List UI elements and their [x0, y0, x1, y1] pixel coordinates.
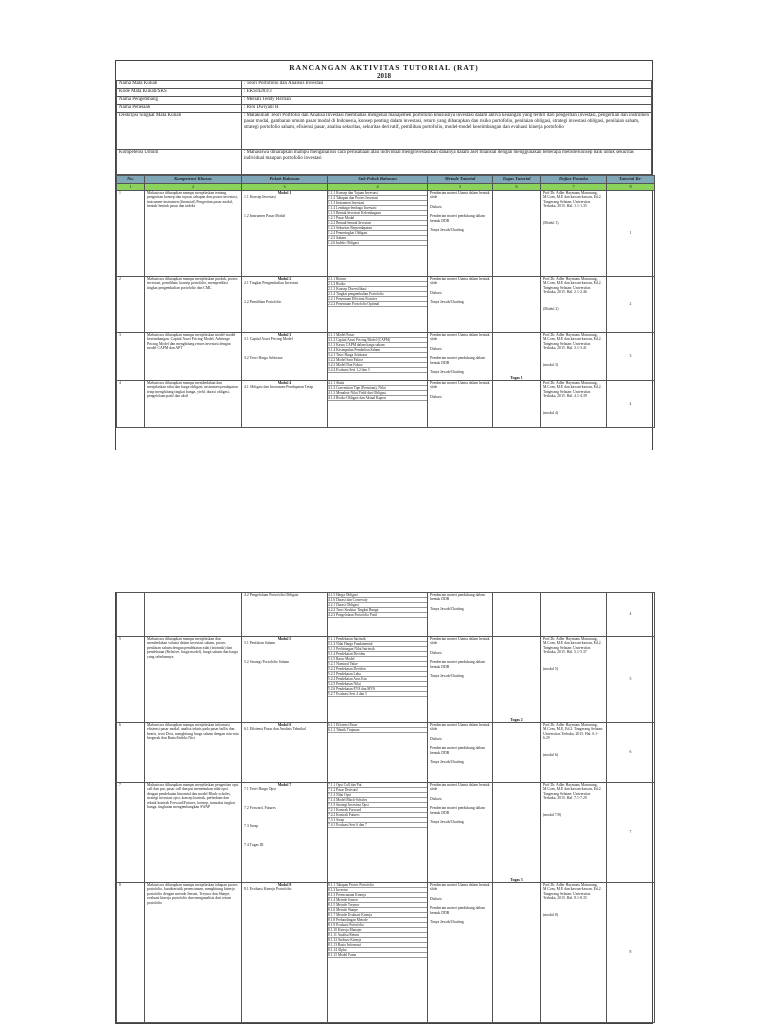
sub-pokok-item: 7.1.2 Pasar Derivatif — [328, 788, 427, 793]
metode-item: Diskusi — [430, 346, 442, 351]
info-value: : Meliati Teddy Herlian — [242, 97, 652, 105]
sub-pokok-item: 8.1.5 Metode Treynor — [328, 903, 427, 908]
sub-pokok-item: 4.2.2 Teori Struktur Tingkat Bunga — [328, 608, 427, 613]
modul-label: Modul 6 — [277, 723, 292, 727]
pustaka-item: Prof.Dr. Adler Haymans Manurung, M.Com, M.E dan kawan-kawan, Ed.2. Tangerang Selatan: Universitas Terbuka, 2015. Hal. 5.1-5.37 — [543, 637, 602, 655]
cell-tutorial-ke: 5 — [607, 637, 655, 723]
cell-sub-pokok-bahasan — [328, 783, 428, 883]
pustaka-item: (modul 4) — [543, 410, 559, 415]
sub-pokok-item: 5.2.1 Nominal Value — [328, 662, 427, 667]
cell-no: 7 — [117, 783, 145, 883]
cell-tutorial-ke: 4 — [607, 593, 655, 637]
info-row — [117, 89, 652, 97]
column-header: Sub Pokok Bahasan — [328, 176, 428, 184]
sub-pokok-item: 2.1.1 Return — [328, 277, 427, 282]
column-header: Pokok Bahasan — [242, 176, 328, 184]
pokok-bahasan-item: 1.1 Konsep Investasi — [244, 195, 276, 200]
pokok-bahasan-item: 5.2 Strategi Portofolio Saham — [244, 659, 290, 664]
metode-item: Pemberian materi Utama dalam bentuk slide — [430, 381, 490, 390]
cell-kompetensi-khusus: Mahasiswa diharapkan mampu menjelaskan dan membedakan valuasi dalam investasi saham, proses penilaian saham dengan pendekatan nilai (intrinsik) dan pendekatan (Relative, harga model), harga saham dan harga yang sebelumnya — [145, 637, 242, 723]
metode-item: Pemberian materi pendukung dalam bentuk DDR — [430, 660, 485, 669]
metode-item: Diskusi — [430, 736, 442, 741]
sub-pokok-item: 6.1.1 Efisiensi Pasar — [328, 723, 427, 728]
cell-no — [117, 593, 145, 637]
pokok-bahasan-item: 3.2 Teori Harga Arbitrase — [244, 355, 283, 360]
pokok-bahasan-item: 2.1 Tingkat Pengembalian Investasi — [244, 281, 299, 286]
info-value: : EKSI4203/3 — [242, 89, 652, 97]
metode-item: Pemberian materi Utama dalam bentuk slide — [430, 883, 490, 892]
cell-daftar-pustaka — [541, 593, 607, 637]
sub-pokok-item: 7.1.3 Nilai Opsi — [328, 793, 427, 798]
cell-daftar-pustaka — [541, 723, 607, 783]
cell-no: 3 — [117, 333, 145, 381]
pokok-bahasan-item: 5.1 Penilaian Saham — [244, 641, 276, 646]
sub-pokok-item: 1.2.1 Pasar Modal — [328, 216, 427, 221]
pokok-bahasan-item: 2.2 Pemilihan Portofolio — [244, 299, 282, 304]
column-number: 7 — [541, 184, 607, 191]
info-table — [116, 80, 652, 175]
cell-no: 5 — [117, 637, 145, 723]
sub-pokok-item: 8.1.6 Metode Sharpe — [328, 908, 427, 913]
cell-tugas-tutorial — [493, 277, 541, 333]
cell-metode-tutorial — [428, 333, 493, 381]
sub-pokok-item: 7.3.1 Swap — [328, 818, 427, 823]
cell-kompetensi-khusus: Mahasiswa diharapkan mampu membedakan dan menjelaskan nilai dan harga obligasi, instrumen pendapatan tetap menghitung tingkat bunga, yield, durasi obligasi, pengelolaan pasif dan aktif — [145, 381, 242, 428]
cell-kompetensi-khusus: Mahasiswa diharapkan mampu menjelaskan tahapan proses portofolio, karakteristik perencanaan, menghitung kinerja portofolio dengan metode Jensen, Treynor dan Sharpe, evaluasi kinerja portofolio dan menganalisis dari return portofolio — [145, 883, 242, 1023]
description-value: : Matakuliah Teori Portfolio dan Analisa Investasi membahas mengenai manajemen portofolio khususnya investasi dalam aktiva keuangan yang terdiri dari pengertian investasi, pengertian dan instrumen pasar modal, gambaran umum pasar modal di Indonesia, konsep penting dalam investasi, return yang diharapkan dan risiko portofolio, penilaian obligasi, strategi investasi obligasi, penilaian saham, strategi portofolio saham, efisiensi pasar, analisa sekuritas, sekuritas derivatif, pemilihan portofolio, model-model keseimbangan dan evaluasi kinerja portofolio — [242, 113, 652, 150]
document-page-1 — [115, 60, 653, 450]
sub-pokok-item: 1.1.1 Konsep dan Tujuan Investasi — [328, 191, 427, 196]
pustaka-item: (modul 8) — [543, 912, 559, 917]
competence-label: Kompetensi Umum — [117, 150, 242, 175]
sub-pokok-item: 8.1.3 Perencanaan Kinerja — [328, 893, 427, 898]
metode-item: Tanya Jawab/Chatting — [430, 820, 464, 825]
sub-pokok-item: 5.1.3 Perhitungan Nilai Intrinsik — [328, 647, 427, 652]
metode-item: Tanya Jawab/Chatting — [430, 920, 464, 925]
sub-pokok-item: 2.2.1 Penentuan Efficient Frontier — [328, 297, 427, 302]
column-header: Metode Tutorial — [428, 176, 493, 184]
cell-tugas-tutorial: Tugas 3 — [493, 783, 541, 883]
rat-table-page-1 — [116, 175, 655, 428]
modul-label: Modul 2 — [277, 277, 292, 281]
cell-tutorial-ke: 1 — [607, 191, 655, 277]
pokok-bahasan-item: 4.1 Obligasi dan Instrumen Pendapatan Tetap — [244, 385, 314, 390]
metode-item: Tanya Jawab/Chatting — [430, 228, 464, 233]
column-number: 4 — [328, 184, 428, 191]
sub-pokok-item: 5.2.2 Pendekatan Deviden — [328, 667, 427, 672]
sub-pokok-item: 7.2.1 Kontrak Forward — [328, 808, 427, 813]
pustaka-item: Prof.Dr. Adler Haymans Manurung, M.Com, M.E dan kawan-kawan, Ed.2. Tangerang Selatan: Universitas Terbuka, 2015. Hal. 1.1-1.35 — [543, 191, 602, 209]
cell-pokok-bahasan — [242, 783, 328, 883]
sub-pokok-item: 4.1.4 Risiko Obligasi dan Aktual Kupon — [328, 396, 427, 401]
cell-tugas-tutorial: Tugas 2 — [493, 637, 541, 723]
cell-tutorial-ke: 4 — [607, 381, 655, 428]
cell-metode-tutorial — [428, 883, 493, 1023]
table-row — [117, 381, 655, 428]
column-header: Kompetensi Khusus — [145, 176, 242, 184]
pokok-bahasan-item: 7.1 Teori Harga Opsi — [244, 787, 276, 792]
cell-sub-pokok-bahasan — [328, 723, 428, 783]
pustaka-item: (Modul 2) — [543, 306, 559, 311]
pustaka-item: (modul 7/8) — [543, 812, 562, 817]
cell-pokok-bahasan — [242, 277, 328, 333]
sub-pokok-item: 1.2.4 Pemeringkat Obligasi — [328, 231, 427, 236]
cell-daftar-pustaka — [541, 277, 607, 333]
sub-pokok-item: 1.2.2 Bentuk-bentuk Investasi — [328, 221, 427, 226]
sub-pokok-item: 1.1.5 Bentuk Investasi Kelembagaan — [328, 211, 427, 216]
column-header: Tugas Tutorial — [493, 176, 541, 184]
table-row — [117, 333, 655, 381]
cell-metode-tutorial — [428, 723, 493, 783]
sub-pokok-item: 4.1.3 Menaksir Nilai Yield dari Obligasi — [328, 391, 427, 396]
cell-sub-pokok-bahasan — [328, 277, 428, 333]
column-number: 3 — [242, 184, 328, 191]
sub-pokok-item: 8.1.11 Analisa Return — [328, 933, 427, 938]
info-value: : Teori Portofolio dan Analisis Investasi — [242, 81, 652, 89]
cell-tutorial-ke: 2 — [607, 277, 655, 333]
column-number: 2 — [145, 184, 242, 191]
cell-pokok-bahasan — [242, 723, 328, 783]
rat-table-page-2 — [116, 592, 655, 1023]
info-row — [117, 105, 652, 113]
cell-tugas-tutorial — [493, 381, 541, 428]
cell-sub-pokok-bahasan — [328, 883, 428, 1023]
sub-pokok-item: 3.1.4 Kesimpulan Pembelian Saham — [328, 348, 427, 353]
column-header: Tutorial Ke- — [607, 176, 655, 184]
cell-metode-tutorial — [428, 593, 493, 637]
cell-sub-pokok-bahasan — [328, 333, 428, 381]
sub-pokok-item: 5.1.4 Pendekatan Dividen — [328, 652, 427, 657]
info-label: Nama Pengembang — [117, 97, 242, 105]
metode-item: Pemberian materi pendukung dalam bentuk DDR — [430, 593, 485, 602]
sub-pokok-item: 8.1.1 Tahapan Proses Portofolio — [328, 883, 427, 888]
modul-label: Modul 8 — [277, 883, 292, 887]
metode-item: Pemberian materi pendukung dalam bentuk DDR — [430, 806, 485, 815]
sub-pokok-item: 7.1.1 Opsi Call dan Put — [328, 783, 427, 788]
sub-pokok-item: 4.1.2 Convention Tipe (Premium), Nilai — [328, 386, 427, 391]
cell-pokok-bahasan — [242, 637, 328, 723]
pustaka-item: Prof.Dr. Adler Haymans Manurung, M.Com, M.E dan kawan-kawan, Ed.2. Tangerang Selatan: Universitas Terbuka, 2015. Hal. 8.1-8.35 — [543, 883, 602, 901]
table-row — [117, 783, 655, 883]
sub-pokok-item: 3.1.2 Capital Asset Pricing Model (CAPM) — [328, 338, 427, 343]
metode-item: Tanya Jawab/Chatting — [430, 300, 464, 305]
sub-pokok-item: 3.2.1 Teori Harga Arbitrase — [328, 353, 427, 358]
sub-pokok-item: 1.2.3 Sekuritas Berpendapatan — [328, 226, 427, 231]
cell-tugas-tutorial — [493, 191, 541, 277]
sub-pokok-item: 8.1.13 Rasio Informasi — [328, 943, 427, 948]
info-row — [117, 97, 652, 105]
sub-pokok-item: 1.2.6 Indeks Obligasi — [328, 241, 427, 246]
cell-pokok-bahasan — [242, 333, 328, 381]
metode-item: Pemberian materi Utama dalam bentuk slide — [430, 723, 490, 732]
cell-tutorial-ke: 7 — [607, 783, 655, 883]
sub-pokok-item: 8.1.7 Metode Evaluasi Kinerja — [328, 913, 427, 918]
sub-pokok-item: 8.1.4 Metode Jensen — [328, 898, 427, 903]
metode-item: Pemberian materi Utama dalam bentuk slide — [430, 333, 490, 342]
pokok-bahasan-item: 7.2 Forward, Futures — [244, 805, 276, 810]
pustaka-item: Prof.Dr. Adler Haymans Manurung, M.Com, M.E dan kawan-kawan, Ed.2. Tangerang Selatan: Universitas Terbuka, 2015. Hal. 3.1-3.41 — [543, 333, 602, 351]
sub-pokok-item: 2.2.2 Penentuan Portofolio Optimal — [328, 302, 427, 307]
sub-pokok-item: 8.1.2 Investor — [328, 888, 427, 893]
metode-item: Pemberian materi pendukung dalam bentuk DDR — [430, 214, 485, 223]
sub-pokok-item: 7.1.4 Model Black-Scholes — [328, 798, 427, 803]
sub-pokok-item: 5.2.4 Pendekatan Arus Kas — [328, 677, 427, 682]
cell-tutorial-ke: 8 — [607, 883, 655, 1023]
sub-pokok-item: 8.1.10 Kinerja Manajer — [328, 928, 427, 933]
cell-no: 1 — [117, 191, 145, 277]
sub-pokok-item: 5.1.1 Pendekatan Intrinsik — [328, 637, 427, 642]
column-header: Daftar Pustaka — [541, 176, 607, 184]
cell-pokok-bahasan — [242, 593, 328, 637]
pokok-bahasan-item: 7.4 Tugas III — [244, 842, 264, 847]
metode-item: Tanya Jawab/Chatting — [430, 674, 464, 679]
cell-metode-tutorial — [428, 637, 493, 723]
cell-kompetensi-khusus: Mahasiswa diharapkan mampu menjelaskan tentang pengertian konsep dan tujuan, tahapan dan proses investasi, instrumen-instrumen (financial) Pengertian pasar modal, bentuk-bentuk pasar dan indeks — [145, 191, 242, 277]
modul-label: Modul 4 — [277, 381, 292, 385]
sub-pokok-item: 3.2.3 Model Dua Faktor — [328, 363, 427, 368]
pustaka-item: (modul 6) — [543, 752, 559, 757]
sub-pokok-item: 5.2.7 Evaluasi Sesi 4 dan 5 — [328, 692, 427, 697]
column-header: No. — [117, 176, 145, 184]
sub-pokok-item: 2.1.4 Tingkat pengembalian Portofolio — [328, 292, 427, 297]
pustaka-item: Prof.Dr. Adler Haymans Manurung, M.Com, M.E dan kawan-kawan, Ed.2. Tangerang Selatan: Universitas Terbuka, 2015. Hal. 2.1-2.46 — [543, 277, 602, 295]
table-row — [117, 277, 655, 333]
pustaka-item: Prof.Dr. Adler Haymans Manurung, M.Com, M.E dan kawan-kawan, Ed.2. Tangerang Selatan: Universitas Terbuka, 2015. Hal. 4.1-4.39 — [543, 381, 602, 399]
competence-row — [117, 150, 652, 175]
sub-pokok-item: 2.1.3 Konsep Diversifikasi — [328, 287, 427, 292]
sub-pokok-item: 8.1.9 Evaluasi Portofolio — [328, 923, 427, 928]
sub-pokok-item: 3.2.4 Evaluasi Sesi 1,2 dan 3 — [328, 368, 427, 373]
cell-tugas-tutorial — [493, 883, 541, 1023]
sub-pokok-item: 5.2.6 Pendekatan EVA dan MVA — [328, 687, 427, 692]
info-row — [117, 81, 652, 89]
info-label: Nama Mata Kuliah — [117, 81, 242, 89]
sub-pokok-item: 1.1.3 Instrumen Investasi — [328, 201, 427, 206]
cell-kompetensi-khusus — [145, 593, 242, 637]
cell-tugas-tutorial: Tugas 1 — [493, 333, 541, 381]
sub-pokok-item: 4.2.3 Pengelolaan Portofolio Pasif — [328, 613, 427, 618]
modul-label: Modul 1 — [277, 191, 292, 195]
sub-pokok-item: 1.1.2 Tahapan dan Proses Investasi — [328, 196, 427, 201]
sub-pokok-item: 7.2.2 Kontrak Futures — [328, 813, 427, 818]
cell-daftar-pustaka — [541, 637, 607, 723]
cell-kompetensi-khusus: Mahasiswa diharapkan mampu menjelaskan pengertian opsi call dan put, pasar call dan put menentukan nilai opsi dengan pendekatan binomial dan model Black-scholes, strategi investasi opsi, konsep kontrak, perbedaan dan teknik kontrak Forward/Futures, konsep, transaksi tingkat bunga, tingkatan mengembangkan SWAP — [145, 783, 242, 883]
cell-daftar-pustaka — [541, 783, 607, 883]
metode-item: Pemberian materi Utama dalam bentuk slide — [430, 277, 490, 286]
metode-item: Tanya Jawab/Chatting — [430, 760, 464, 765]
sub-pokok-item: 2.1.2 Risiko — [328, 282, 427, 287]
pustaka-item: (modul 3) — [543, 362, 559, 367]
cell-tutorial-ke: 6 — [607, 723, 655, 783]
cell-metode-tutorial — [428, 277, 493, 333]
metode-item: Pemberian materi pendukung dalam bentuk DDR — [430, 746, 485, 755]
column-number: 5 — [428, 184, 493, 191]
pustaka-item: (Modul 1) — [543, 220, 559, 225]
pokok-bahasan-item: 3.1 Capital Asset Pricing Model — [244, 337, 293, 342]
document-title: RANCANGAN AKTIVITAS TUTORIAL (RAT) — [289, 63, 479, 72]
sub-pokok-item: 5.2.5 Pendekatan Nilai — [328, 682, 427, 687]
column-number: 8 — [607, 184, 655, 191]
competence-value: : Mahasiswa diharapkan mampu menganalisis cara perusahaan atau individual menginvestasikan dananya dalam aset finansial dengan menggunakan beberapa metode/konsep baik untuk sekuritas individual maupun portofolio investasi — [242, 150, 652, 175]
pustaka-item: (modul 5) — [543, 666, 559, 671]
metode-item: Pemberian materi Utama dalam bentuk slide — [430, 783, 490, 792]
table-row — [117, 637, 655, 723]
table-row — [117, 883, 655, 1023]
cell-no: 8 — [117, 883, 145, 1023]
cell-no: 4 — [117, 381, 145, 428]
sub-pokok-item: 8.1.8 Perbandingan Metode — [328, 918, 427, 923]
cell-tutorial-ke: 3 — [607, 333, 655, 381]
cell-pokok-bahasan — [242, 191, 328, 277]
sub-pokok-item: 4.1.6 Durasi dan Convexity — [328, 598, 427, 603]
sub-pokok-item: 5.1.2 Nilai Harga Fundamental — [328, 642, 427, 647]
cell-sub-pokok-bahasan — [328, 593, 428, 637]
modul-label: Modul 5 — [277, 637, 292, 641]
metode-item: Pemberian materi pendukung dalam bentuk DDR — [430, 906, 485, 915]
sub-pokok-item: 1.1.4 Lembaga-lembaga Investasi — [328, 206, 427, 211]
cell-daftar-pustaka — [541, 333, 607, 381]
cell-kompetensi-khusus: Mahasiswa diharapkan mampu menjelaskan produk, proses investasi, pemilihan, konsep portofolio, memprediksi tingkat pengembalian portofolio dan CML — [145, 277, 242, 333]
cell-kompetensi-khusus: Mahasiswa diharapkan mampu menjelaskan model-model keseimbangan, Capital Asset Pricing Model, Arbitrage Pricing Model dan menghitung return investasi dengan model CAPM dan APT — [145, 333, 242, 381]
table-row — [117, 191, 655, 277]
sub-pokok-item: 5.1.5 Rasio Model — [328, 657, 427, 662]
pokok-bahasan-item: 8.1 Evaluasi Kinerja Portofolio — [244, 887, 292, 892]
cell-daftar-pustaka — [541, 883, 607, 1023]
column-number: 1 — [117, 184, 145, 191]
metode-item: Pemberian materi Utama dalam bentuk slide — [430, 637, 490, 646]
pokok-bahasan-item: 6.1 Efisiensi Pasar dan Analisis Teknikal — [244, 727, 306, 732]
cell-daftar-pustaka — [541, 191, 607, 277]
metode-item: Pemberian materi pendukung dalam bentuk DDR — [430, 356, 485, 365]
sub-pokok-item: 7.4.1 Evaluasi Sesi 6 dan 7 — [328, 823, 427, 828]
cell-sub-pokok-bahasan — [328, 191, 428, 277]
pokok-bahasan-item: 4.2 Pengelolaan Portofolio Obligasi — [244, 593, 299, 597]
sub-pokok-item: 4.2.1 Durasi Obligasi — [328, 603, 427, 608]
sub-pokok-item: 8.1.15 Model Fama — [328, 953, 427, 958]
cell-metode-tutorial — [428, 783, 493, 883]
sub-pokok-item: 8.1.12 Atribusi Kinerja — [328, 938, 427, 943]
info-label: Nama Penelaah — [117, 105, 242, 113]
cell-no: 6 — [117, 723, 145, 783]
sub-pokok-item: 4.1.1 Skala — [328, 381, 427, 386]
cell-metode-tutorial — [428, 381, 493, 428]
document-year: 2018 — [377, 72, 391, 80]
sub-pokok-item: 1.2.5 Saham — [328, 236, 427, 241]
metode-item: Pemberian materi Utama dalam bentuk slide — [430, 191, 490, 200]
sub-pokok-item: 8.1.14 Alpha — [328, 948, 427, 953]
sub-pokok-item: 7.1.5 Strategi Investasi Opsi — [328, 803, 427, 808]
cell-kompetensi-khusus: Mahasiswa diharapkan mampu menjelaskan informasi efisiensi pasar modal, analisa teknis pada pasar bullis dan bearis, teori Dow, menghitung harga saham dengan rata-rata bergerak dan Rasio/Indeks Nisi — [145, 723, 242, 783]
table-row — [117, 593, 655, 637]
pokok-bahasan-item: 7.3 Swap — [244, 824, 259, 829]
pokok-bahasan-item: 1.2 Instrumen Pasar Modal — [244, 213, 286, 218]
modul-label: Modul 3 — [277, 333, 292, 337]
cell-pokok-bahasan — [242, 883, 328, 1023]
metode-item: Tanya Jawab/Chatting — [430, 370, 464, 375]
metode-item: Diskusi — [430, 650, 442, 655]
sub-pokok-item: 3.2.2 Model Satu Faktor — [328, 358, 427, 363]
column-number: 6 — [493, 184, 541, 191]
sub-pokok-item: 6.1.2 Teknik Tinjauan — [328, 728, 427, 733]
sub-pokok-item: 3.1.1 Model Pasar — [328, 333, 427, 338]
cell-no: 2 — [117, 277, 145, 333]
cell-sub-pokok-bahasan — [328, 381, 428, 428]
metode-item: Diskusi — [430, 796, 442, 801]
metode-item: Tanya Jawab/Chatting — [430, 606, 464, 611]
cell-tugas-tutorial — [493, 593, 541, 637]
pustaka-item: Prof.Dr. Adler Haymans Manurung, M.Com, M.E dan kawan-kawan, Ed.2. Tangerang Selatan: Universitas Terbuka, 2015. Hal. 7.1-7.29 — [543, 783, 602, 801]
cell-pokok-bahasan — [242, 381, 328, 428]
sub-pokok-item: 3.1.3 Kasus CAPM dalam harga saham — [328, 343, 427, 348]
metode-item: Diskusi — [430, 204, 442, 209]
info-value: : Rini Dwiyani H — [242, 105, 652, 113]
cell-daftar-pustaka — [541, 381, 607, 428]
pustaka-item: Prof.Dr. Adler Haymans Manurung, M.Com, M.E, Ed.2. Tangerang Selatan: Universitas Terbuka, 2015. Hal. 6.1-6.29 — [543, 723, 604, 741]
modul-label: Modul 7 — [277, 783, 292, 787]
table-row — [117, 723, 655, 783]
description-label: Deskripsi Singkat Mata Kuliah — [117, 113, 242, 150]
metode-item: Diskusi — [430, 896, 442, 901]
document-page-2 — [115, 592, 653, 1024]
cell-tugas-tutorial — [493, 723, 541, 783]
cell-metode-tutorial — [428, 191, 493, 277]
cell-sub-pokok-bahasan — [328, 637, 428, 723]
description-row — [117, 113, 652, 150]
metode-item: Diskusi — [430, 290, 442, 295]
sub-pokok-item: 5.2.3 Pendekatan Laba — [328, 672, 427, 677]
sub-pokok-item: 4.1.5 Harga Obligasi — [328, 593, 427, 598]
metode-item: Diskusi — [430, 394, 442, 399]
info-label: Kode Mata Kuliah/SKS — [117, 89, 242, 97]
